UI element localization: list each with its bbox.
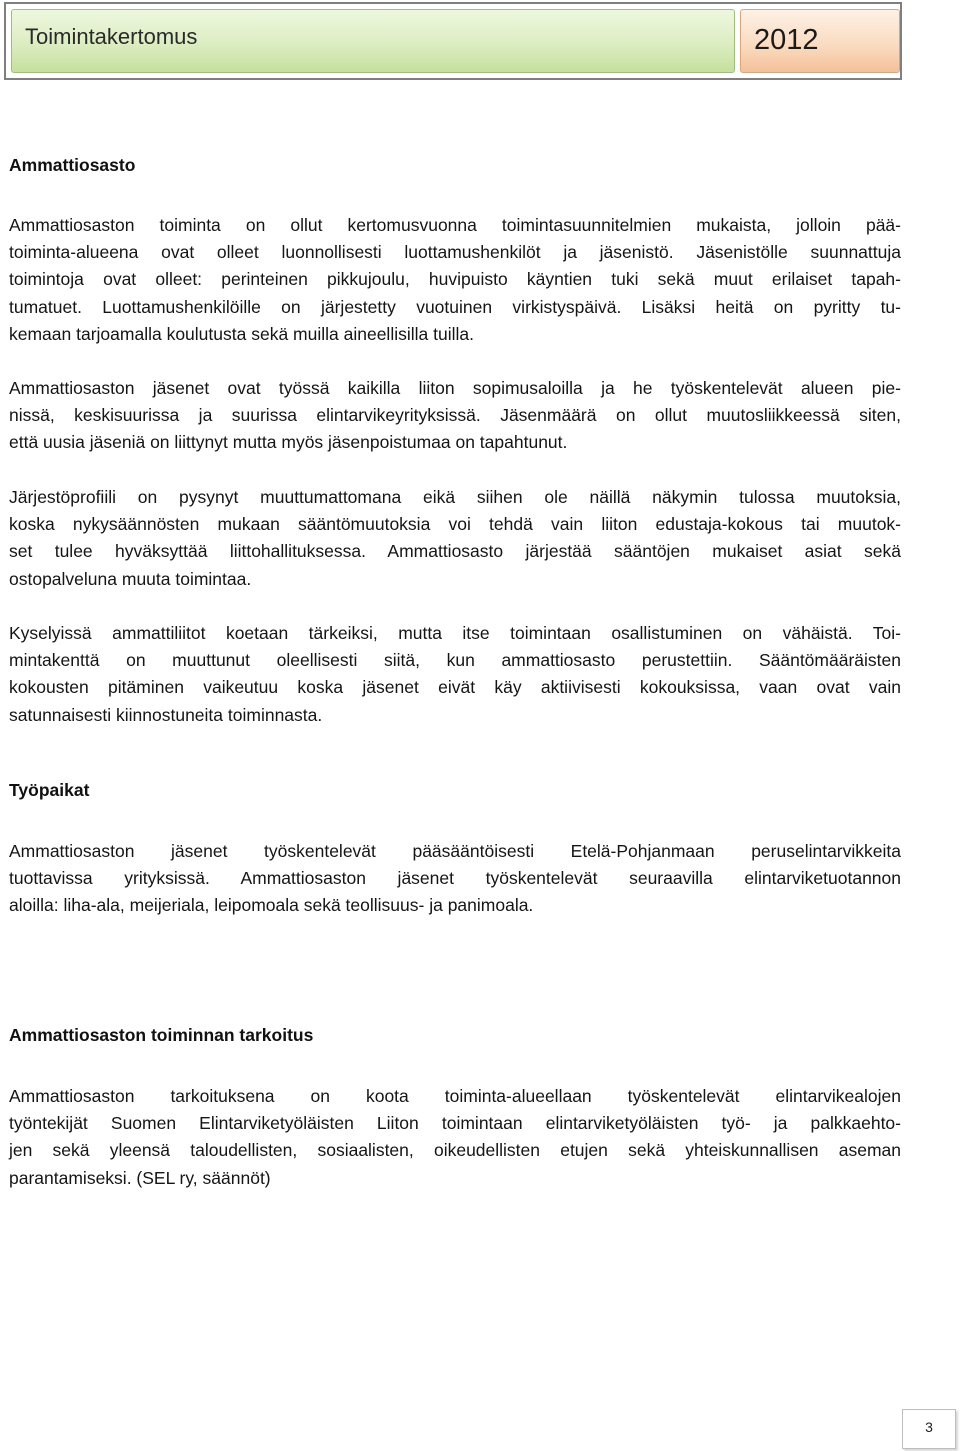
paragraph <box>9 1083 901 1192</box>
text-line: nissä, keskisuurissa ja suurissa elintarvikeyrityksissä. Jäsenmäärä on ollut muutosliikkeessä siten, <box>9 405 901 426</box>
text-line: työntekijät Suomen Elintarviketyöläisten Liiton toimintaan elintarviketyöläisten työ- ja palkkaehto- <box>9 1113 901 1134</box>
text-line: parantamiseksi. (SEL ry, säännöt) <box>9 1167 271 1188</box>
text-line: ostopalveluna muuta toimintaa. <box>9 568 252 589</box>
text-line: kokousten pitäminen vaikeutuu koska jäsenet eivät käy aktiivisesti kokouksissa, vaan ovat vain <box>9 677 901 698</box>
text-line: jen sekä yleensä taloudellisten, sosiaalisten, oikeudellisten etujen sekä yhteiskunnallisen aseman <box>9 1140 901 1161</box>
text-line: Ammattiosaston toiminta on ollut kertomusvuonna toimintasuunnitelmien mukaista, jolloin pää- <box>9 215 901 235</box>
document-year: 2012 <box>754 24 819 56</box>
section-heading-tyopaikat: Työpaikat <box>9 780 90 800</box>
header-year-panel <box>740 9 900 73</box>
page-number: 3 <box>925 1419 933 1435</box>
text-line: set tulee hyväksyttää liittohallituksessa. Ammattiosasto järjestää sääntöjen mukaiset asiat sekä <box>9 541 901 562</box>
text-line: Kyselyissä ammattiliitot koetaan tärkeiksi, mutta itse toimintaan osallistuminen on vähäistä. Toi- <box>9 623 901 643</box>
text-line: Ammattiosaston jäsenet ovat työssä kaikilla liiton sopimusaloilla ja he työskentelevät alueen pie- <box>9 378 901 398</box>
page-header <box>4 2 902 80</box>
text-line: aloilla: liha-ala, meijeriala, leipomoala sekä teollisuus- ja panimoala. <box>9 895 534 916</box>
paragraph <box>9 620 901 729</box>
text-line: toimintoja ovat olleet: perinteinen pikkujoulu, huvipuisto käyntien tuki sekä muut erilaiset tapah- <box>9 269 901 290</box>
text-line: mintakenttä on muuttunut oleellisesti siitä, kun ammattiosasto perustettiin. Sääntömääräisten <box>9 650 901 671</box>
text-line: tuottavissa yrityksissä. Ammattiosaston jäsenet työskentelevät seuraavilla elintarviketuotannon <box>9 868 901 889</box>
header-title-panel <box>11 9 735 73</box>
text-line: satunnaisesti kiinnostuneita toiminnasta. <box>9 704 323 725</box>
text-line: Ammattiosaston tarkoituksena on koota toiminta-alueellaan työskentelevät elintarvikealojen <box>9 1086 901 1106</box>
paragraph <box>9 212 901 348</box>
text-line: tumatuet. Luottamushenkilöille on järjestetty vuotuinen virkistyspäivä. Lisäksi heitä on pyritty tu- <box>9 296 901 317</box>
section-heading-tarkoitus: Ammattiosaston toiminnan tarkoitus <box>9 1025 314 1045</box>
section-heading-ammattiosasto: Ammattiosasto <box>9 155 136 175</box>
paragraph <box>9 375 901 457</box>
text-line: toiminta-alueena ovat olleet luonnollisesti luottamushenkilöt ja jäsenistö. Jäsenistölle suunnattuja <box>9 242 901 263</box>
document-title: Toimintakertomus <box>25 24 198 49</box>
paragraph <box>9 838 901 920</box>
text-line: että uusia jäseniä on liittynyt mutta myös jäsenpoistumaa on tapahtunut. <box>9 432 568 453</box>
paragraph <box>9 484 901 593</box>
text-line: Ammattiosaston jäsenet työskentelevät pääsääntöisesti Etelä-Pohjanmaan peruselintarvikkeita <box>9 841 901 861</box>
text-line: koska nykysäännösten mukaan sääntömuutoksia voi tehdä vain liiton edustaja-kokous tai muutok- <box>9 514 901 535</box>
text-line: kemaan tarjoamalla koulutusta sekä muilla aineellisilla tuilla. <box>9 323 474 344</box>
text-line: Järjestöprofiili on pysynyt muuttumattomana eikä siihen ole näillä näkymin tulossa muutoksia, <box>9 487 901 507</box>
page-number-box <box>902 1409 956 1449</box>
